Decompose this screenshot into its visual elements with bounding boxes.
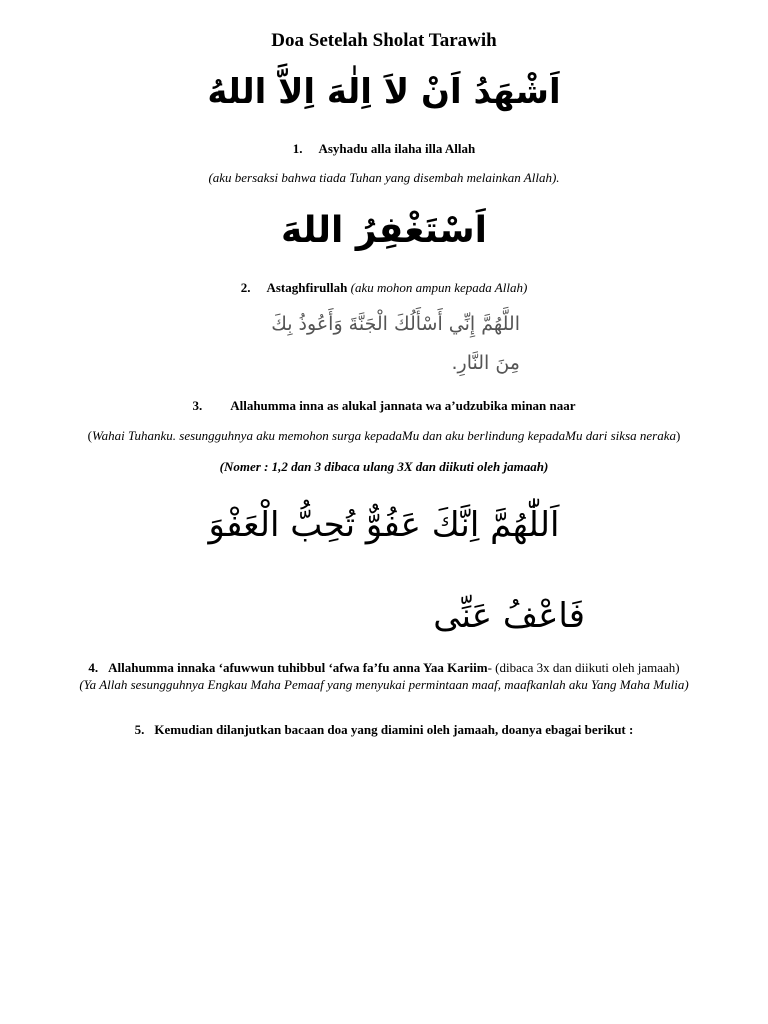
item-1-heading-line [0,141,768,157]
item-3-paren-open: ( [87,428,92,443]
item-5-heading: Kemudian dilanjutkan bacaan doa yang diamini oleh jamaah, doanya ebagai berikut : [154,722,634,737]
arabic-doa-afwu-line-1: اَللّٰهُمَّ اِنَّكَ عَفُوٌّ تُحِبُّ الْعَفْوَ [208,505,560,545]
item-3-number: 3. [192,398,203,413]
item-1-translation: (aku bersaksi bahwa tiada Tuhan yang disembah melainkan Allah). [208,170,560,185]
item-2-heading: Astaghfirullah [266,280,348,295]
item-2-number: 2. [240,280,251,295]
item-2-line [0,280,768,296]
item-3-heading-line [0,398,768,414]
arabic-istighfar: اَسْتَغْفِرُ اللهَ [281,210,487,251]
arabic-syahadat: اَشْهَدُ اَنْ لاَ اِلٰهَ اِلاَّ اللهُ [207,72,561,112]
item-4-suffix: - (dibaca 3x dan diikuti oleh jamaah) [487,660,680,675]
item-4-heading-line [0,660,768,676]
item-5-line [0,722,768,738]
item-4-translation: (Ya Allah sesungguhnya Engkau Maha Pemaaf yang menyukai permintaan maaf, maafkanlah aku Yang Maha Mulia) [79,677,689,692]
item-4-number: 4. [88,660,99,675]
item-5-number: 5. [134,722,145,737]
item-1-number: 1. [292,141,303,156]
item-1-heading: Asyhadu alla ilaha illa Allah [318,141,476,156]
item-3-translation-line [0,428,768,444]
item-3-heading: Allahumma inna as alukal jannata wa a’udzubika minan naar [230,398,576,413]
item-3-paren-close: ) [675,428,681,443]
item-2-translation: (aku mohon ampun kepada Allah) [350,280,528,295]
document-title: Doa Setelah Sholat Tarawih [271,30,497,51]
item-4-heading: Allahumma innaka ‘afuwwun tuhibbul ‘afwa fa’fu anna Yaa Kariim [108,660,488,675]
arabic-doa-afwu-line-2: فَاعْفُ عَنِّى [433,596,585,636]
arabic-doa-surga-line-1: اللَّهُمَّ إِنِّي أَسْأَلُكَ الْجَنَّةَ وَأَعُوذُ بِكَ [271,313,520,335]
arabic-doa-surga-line-2: مِنَ النَّارِ. [451,352,520,374]
repeat-note: (Nomer : 1,2 dan 3 dibaca ulang 3X dan diikuti oleh jamaah) [219,459,549,474]
item-3-translation: Wahai Tuhanku. sesungguhnya aku memohon surga kepadaMu dan aku berlindung kepadaMu dari siksa neraka [92,428,676,443]
